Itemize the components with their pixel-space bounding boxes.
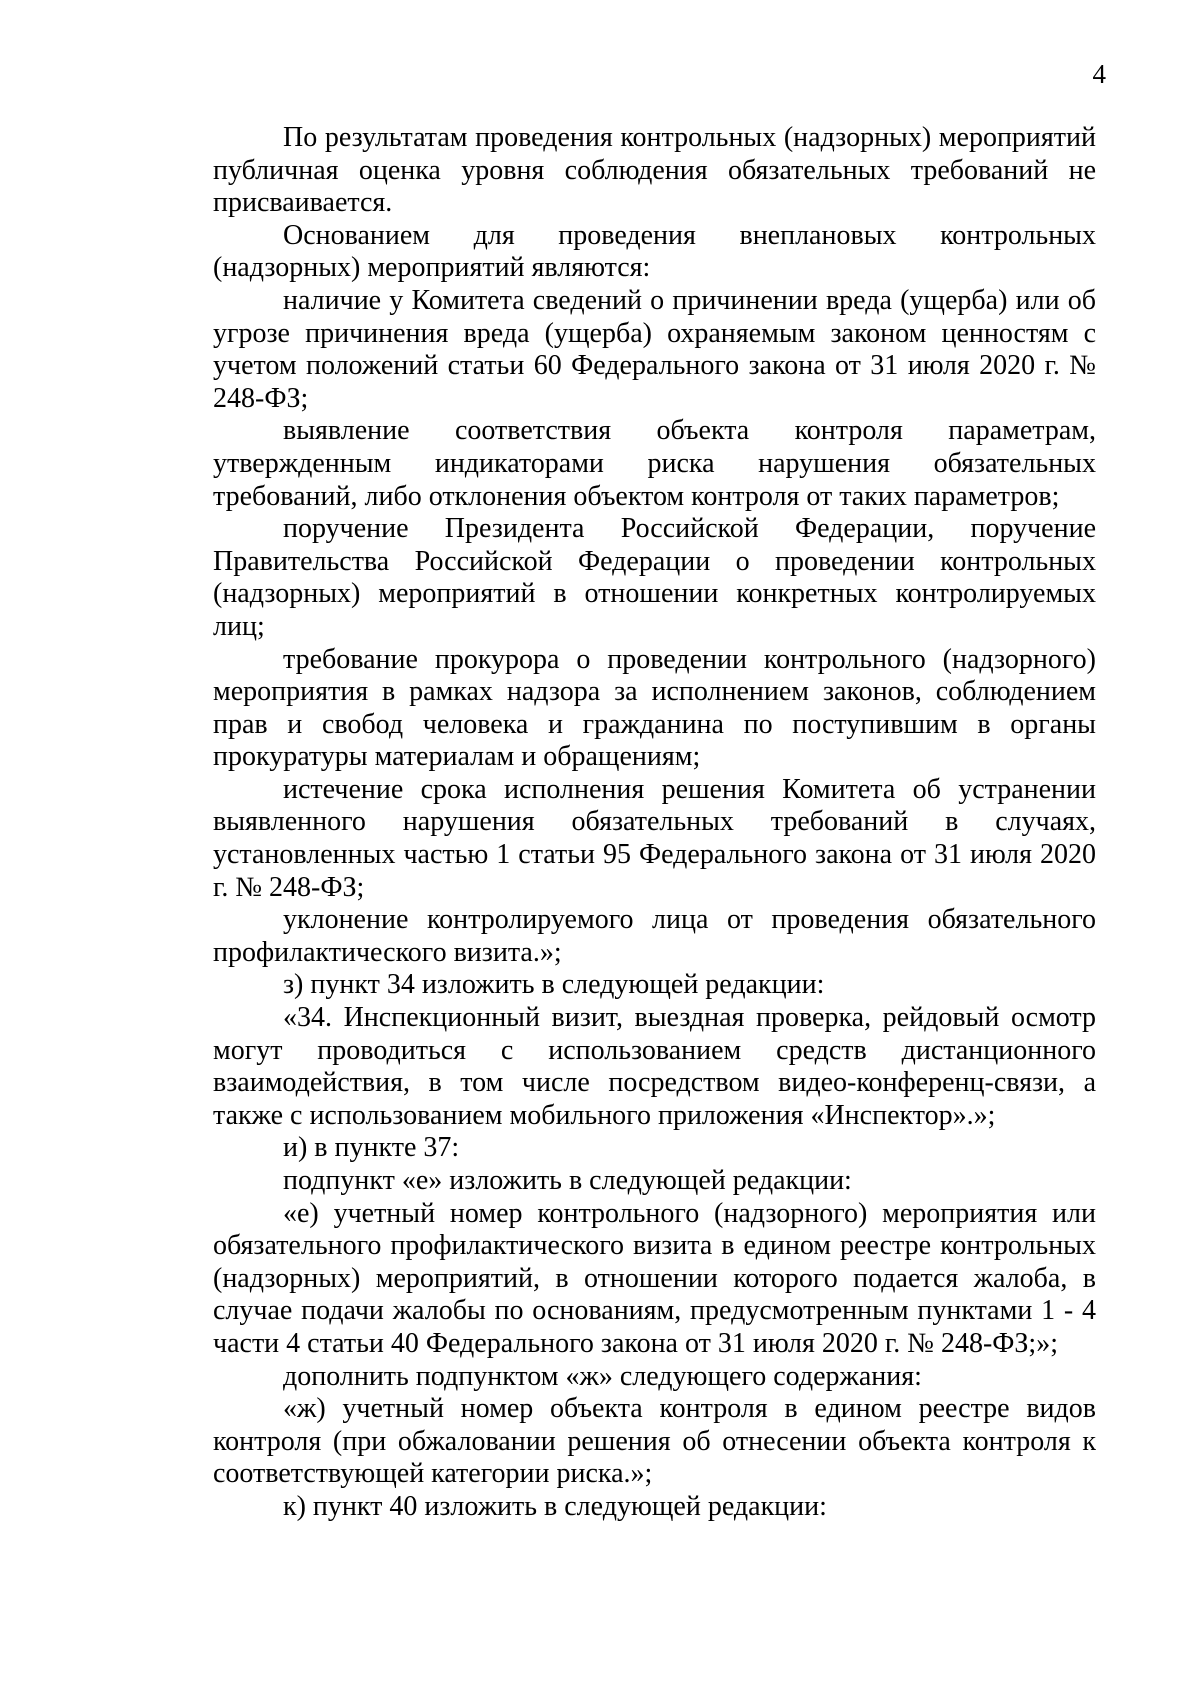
list-item: наличие у Комитета сведений о причинении вреда (ущерба) или об угрозе причинения вреда (ущерба) охраняемым законом ценностям с учетом положений статьи 60 Федерального закона от 31 июля 2020 г. № 248-ФЗ;: [213, 284, 1096, 414]
document-body: [213, 122, 1096, 1524]
amendment-subitem: подпункт «е» изложить в следующей редакции:: [283, 1165, 852, 1196]
amendment-item: к) пункт 40 изложить в следующей редакции:: [283, 1490, 827, 1522]
list-item: истечение срока исполнения решения Комитета об устранении выявленного нарушения обязательных требований в случаях, установленных частью 1 статьи 95 Федерального закона от 31 июля 2020 г. № 248-ФЗ;: [213, 773, 1096, 903]
paragraph: По результатам проведения контрольных (надзорных) мероприятий публичная оценка уровня соблюдения обязательных требований не присваивается.: [213, 122, 1096, 219]
list-item: требование прокурора о проведении контрольного (надзорного) мероприятия в рамках надзора за исполнением законов, соблюдением прав и свобод человека и гражданина по поступившим в органы прокуратуры материалам и обращениям;: [213, 643, 1096, 773]
amendment-item: и) в пункте 37:: [283, 1132, 460, 1164]
amendment-subitem: дополнить подпунктом «ж» следующего содержания:: [283, 1360, 922, 1392]
quoted-clause: «е) учетный номер контрольного (надзорного) мероприятия или обязательного профилактического визита в едином реестре контрольных (надзорных) мероприятий, в отношении которого подается жалоба, в случае подачи жалобы по основаниям, предусмотренным пунктами 1 - 4 части 4 статьи 40 Федерального закона от 31 июля 2020 г. № 248-ФЗ;»;: [213, 1197, 1096, 1359]
quoted-clause: «ж) учетный номер объекта контроля в едином реестре видов контроля (при обжаловании решения об отнесении объекта контроля к соответствующей категории риска.»;: [213, 1393, 1096, 1490]
list-item: выявление соответствия объекта контроля параметрам, утвержденным индикаторами риска нарушения обязательных требований, либо отклонения объектом контроля от таких параметров;: [213, 415, 1096, 512]
page-number: 4: [1092, 59, 1106, 89]
paragraph: Основанием для проведения внеплановых контрольных (надзорных) мероприятий являются:: [213, 219, 1096, 284]
list-item: поручение Президента Российской Федерации, поручение Правительства Российской Федерации о проведении контрольных (надзорных) мероприятий в отношении конкретных контролируемых лиц;: [213, 513, 1096, 642]
list-item: уклонение контролируемого лица от проведения обязательного профилактического визита.»;: [213, 904, 1096, 968]
amendment-item: з) пункт 34 изложить в следующей редакции:: [283, 969, 825, 1001]
quoted-clause: «34. Инспекционный визит, выездная проверка, рейдовый осмотр могут проводиться с использованием средств дистанционного взаимодействия, в том числе посредством видео-конференц-связи, а также с использованием мобильного приложения «Инспектор».»;: [213, 1002, 1096, 1131]
